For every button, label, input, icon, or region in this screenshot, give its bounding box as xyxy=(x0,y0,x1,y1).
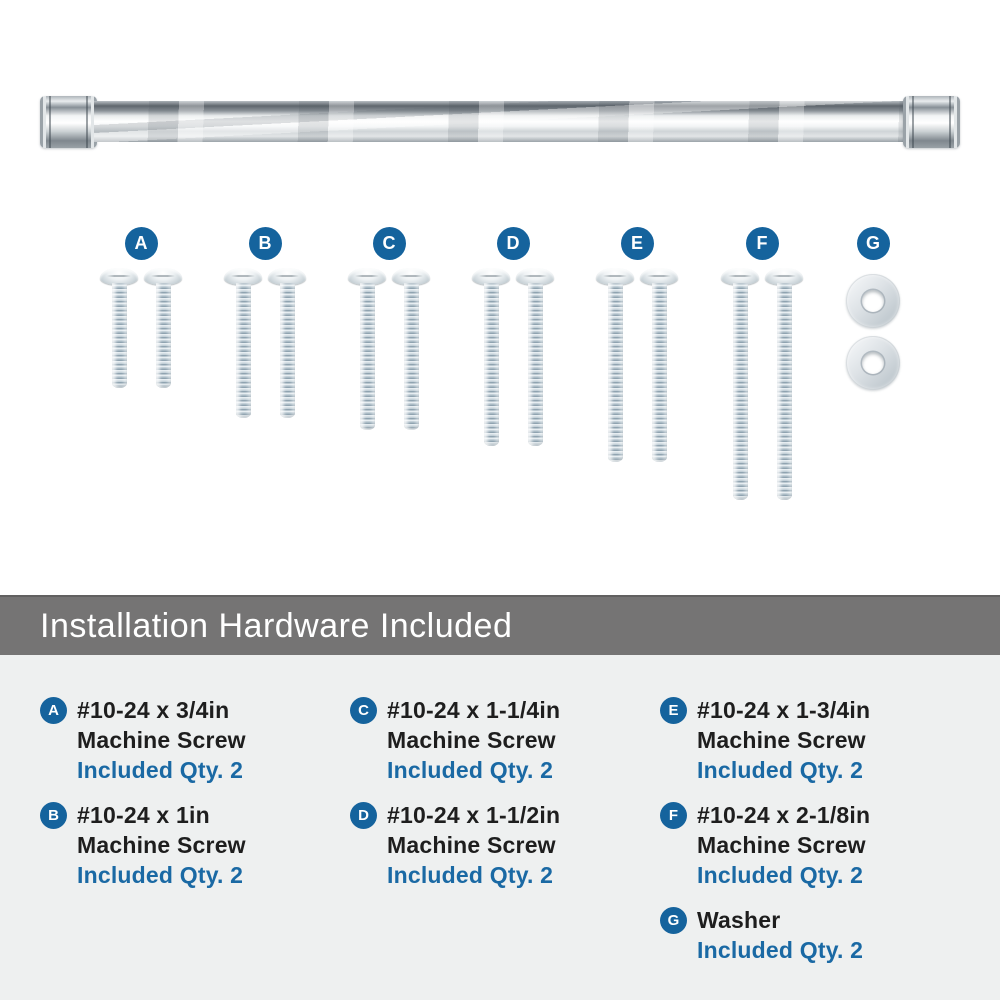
hardware-item-badge-f: F xyxy=(660,802,687,829)
hardware-item-f xyxy=(660,800,870,890)
hardware-item-text xyxy=(77,695,246,785)
hardware-item-qty: Included Qty. 2 xyxy=(387,862,554,888)
screw-shank xyxy=(404,283,419,430)
hardware-item-size: #10-24 x 1-1/2in xyxy=(387,802,561,828)
hardware-item-badge-g: G xyxy=(660,907,687,934)
hardware-item-qty: Included Qty. 2 xyxy=(77,862,244,888)
screw-shank xyxy=(484,283,499,446)
hardware-item-e xyxy=(660,695,870,785)
hardware-section-title: Installation Hardware Included xyxy=(40,606,513,645)
hardware-item-badge-d: D xyxy=(350,802,377,829)
hardware-item-a xyxy=(40,695,246,785)
hardware-item-size: #10-24 x 3/4in xyxy=(77,697,230,723)
screw-shank xyxy=(652,283,667,462)
hardware-column-1 xyxy=(40,695,246,890)
hardware-column-3 xyxy=(660,695,870,965)
hardware-item-name: Machine Screw xyxy=(697,727,866,753)
hardware-item-text xyxy=(697,905,863,965)
hardware-item-qty: Included Qty. 2 xyxy=(697,937,864,963)
hardware-list-panel xyxy=(0,655,1000,1000)
hardware-item-size: #10-24 x 1in xyxy=(77,802,210,828)
washer xyxy=(846,336,900,390)
hardware-item-badge-e: E xyxy=(660,697,687,724)
hardware-item-name: Machine Screw xyxy=(387,832,556,858)
diagram-badge-e: E xyxy=(621,227,654,260)
hardware-item-d xyxy=(350,800,560,890)
hardware-item-b xyxy=(40,800,246,890)
hardware-item-g xyxy=(660,905,870,965)
washer xyxy=(846,274,900,328)
hardware-item-text xyxy=(697,800,870,890)
hardware-section-header xyxy=(0,595,1000,655)
screw-shank xyxy=(280,283,295,418)
hardware-item-qty: Included Qty. 2 xyxy=(387,757,554,783)
screw-shank xyxy=(360,283,375,430)
screw-shank xyxy=(528,283,543,446)
hardware-item-name: Machine Screw xyxy=(77,727,246,753)
diagram-badge-d: D xyxy=(497,227,530,260)
hardware-item-name: Machine Screw xyxy=(77,832,246,858)
diagram-badge-g: G xyxy=(857,227,890,260)
hardware-item-size: #10-24 x 2-1/8in xyxy=(697,802,871,828)
hardware-item-c xyxy=(350,695,560,785)
screw-shank xyxy=(236,283,251,418)
screw-shank xyxy=(777,283,792,500)
hardware-item-qty: Included Qty. 2 xyxy=(77,757,244,783)
diagram-badge-a: A xyxy=(125,227,158,260)
screw-shank xyxy=(156,283,171,388)
hardware-item-qty: Included Qty. 2 xyxy=(697,757,864,783)
hardware-item-qty: Included Qty. 2 xyxy=(697,862,864,888)
hardware-item-badge-c: C xyxy=(350,697,377,724)
hardware-item-text xyxy=(77,800,246,890)
hardware-column-2 xyxy=(350,695,560,890)
diagram-badge-f: F xyxy=(746,227,779,260)
hardware-item-badge-b: B xyxy=(40,802,67,829)
hardware-item-text xyxy=(387,695,560,785)
diagram-badge-c: C xyxy=(373,227,406,260)
screw-shank xyxy=(112,283,127,388)
hardware-item-size: #10-24 x 1-1/4in xyxy=(387,697,561,723)
hardware-item-size: #10-24 x 1-3/4in xyxy=(697,697,871,723)
screw-shank xyxy=(608,283,623,462)
hardware-item-name: Machine Screw xyxy=(387,727,556,753)
hardware-item-name: Machine Screw xyxy=(697,832,866,858)
hardware-item-text xyxy=(697,695,870,785)
screw-shank xyxy=(733,283,748,500)
hardware-item-size: Washer xyxy=(697,907,781,933)
hardware-item-text xyxy=(387,800,560,890)
diagram-badge-b: B xyxy=(249,227,282,260)
hardware-item-badge-a: A xyxy=(40,697,67,724)
